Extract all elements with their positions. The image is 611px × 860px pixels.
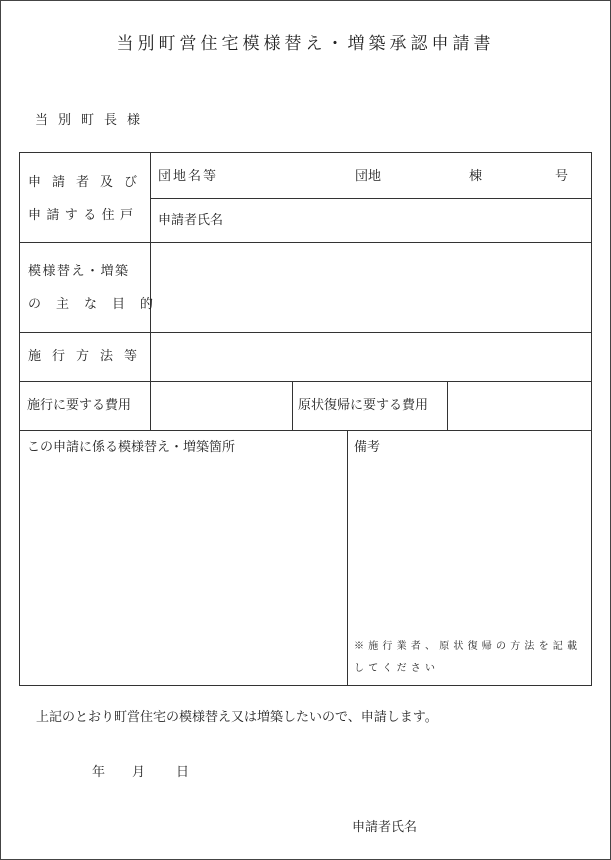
danchi-label: 団地 (355, 169, 382, 184)
danchi-name-label: 団地名等 (158, 169, 219, 184)
applicant-name-label: 申請者氏名 (158, 213, 224, 228)
applicant-label-line1: 申請者及び (28, 175, 149, 190)
applicant-label-line2: 申請する住戸 (28, 208, 139, 223)
remarks-note-line2: してください (354, 663, 440, 674)
row-divider (20, 242, 592, 243)
location-label: この申請に係る模様替え・増築箇所 (27, 440, 236, 455)
row-divider (20, 430, 592, 431)
remarks-note-line1: ※施行業者、原状復帰の方法を記載 (354, 641, 582, 652)
remarks-label: 備考 (354, 440, 381, 455)
application-form-table (19, 152, 592, 686)
method-label: 施行方法等 (28, 349, 149, 364)
column-divider (347, 430, 348, 686)
column-divider (447, 381, 448, 430)
row-divider (20, 332, 592, 333)
purpose-label-line2: の主な目的 (28, 297, 169, 312)
addressee: 当別町長様 (35, 113, 151, 128)
page-title: 当別町営住宅模様替え・増築承認申請書 (116, 34, 495, 54)
date-day-label: 日 (176, 765, 190, 780)
row-divider (150, 198, 592, 199)
signature-label: 申請者氏名 (352, 820, 418, 835)
building-label: 棟 (469, 169, 483, 184)
row-divider (20, 381, 592, 382)
cost-label: 施行に要する費用 (27, 398, 132, 413)
restore-cost-label: 原状復帰に要する費用 (298, 398, 429, 413)
date-year-label: 年 (92, 765, 106, 780)
column-divider (292, 381, 293, 430)
unit-number-label: 号 (555, 169, 569, 184)
date-month-label: 月 (132, 765, 146, 780)
statement-text: 上記のとおり町営住宅の模様替え又は増築したいので、申請します。 (36, 710, 438, 725)
column-divider (150, 153, 151, 430)
purpose-label-line1: 模様替え・増築 (28, 264, 130, 279)
